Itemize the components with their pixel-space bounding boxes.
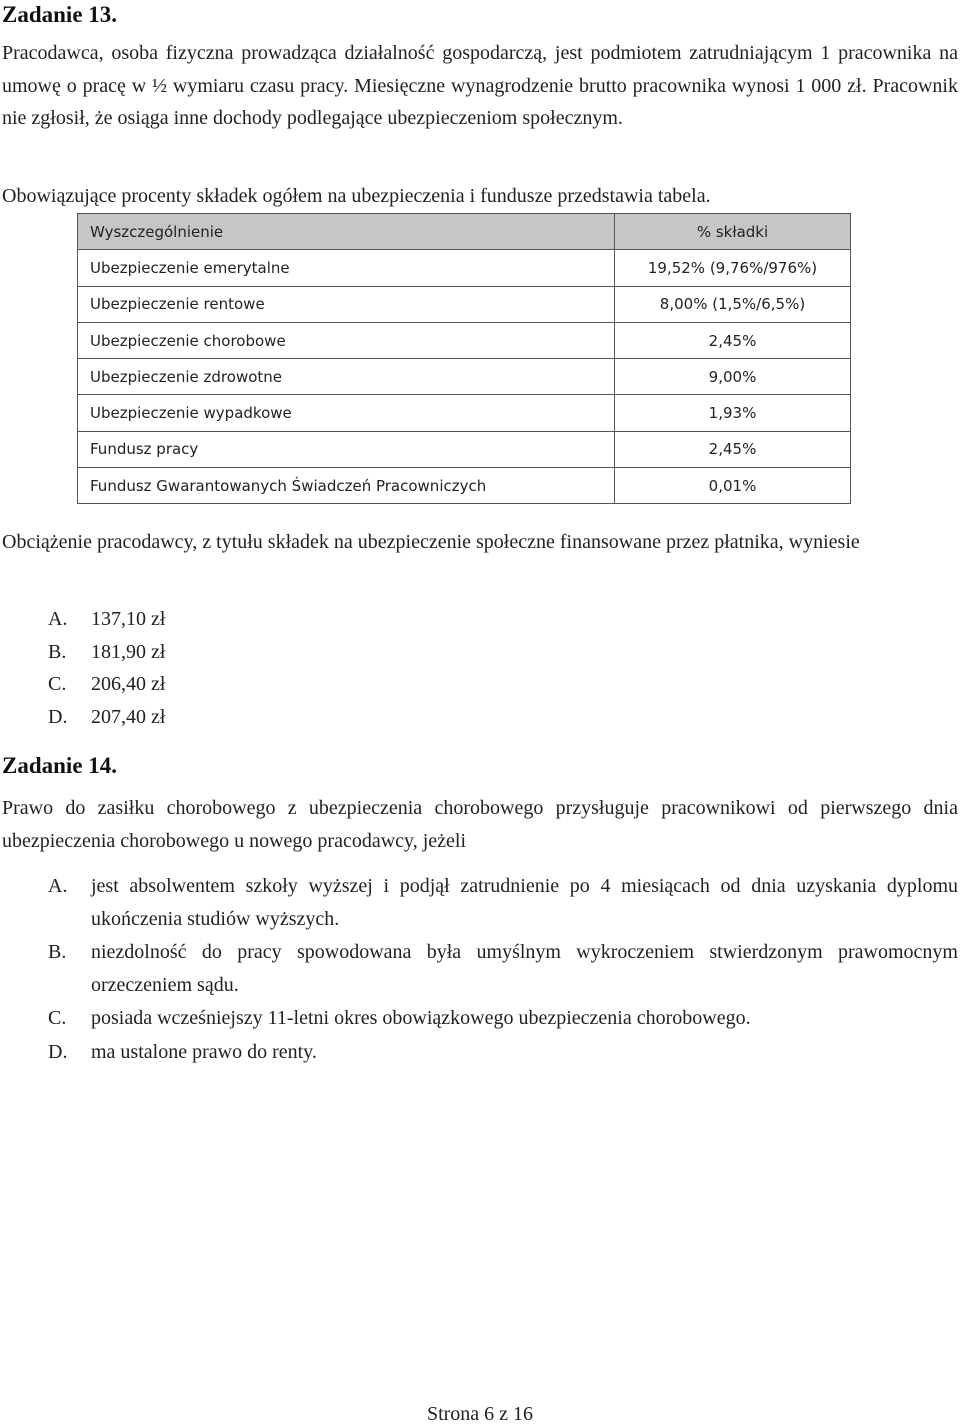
option-letter: C.: [48, 673, 67, 695]
row-value: 8,00% (1,5%/6,5%): [615, 286, 851, 322]
table-row: [78, 431, 851, 467]
answer-option-d[interactable]: [48, 1036, 958, 1069]
row-name: Fundusz Gwarantowanych Świadczeń Pracowniczych: [78, 468, 615, 504]
option-text: 137,10 zł: [91, 608, 166, 630]
header-percent: % składki: [615, 214, 851, 250]
row-name: Fundusz pracy: [78, 431, 615, 467]
row-value: 1,93%: [615, 395, 851, 431]
option-text: 206,40 zł: [91, 673, 166, 695]
option-text: niezdolność do pracy spowodowana była umyślnym wykroczeniem stwierdzonym prawomocnym orzeczeniem sądu.: [91, 941, 958, 996]
table-row: [78, 468, 851, 504]
table-row: [78, 322, 851, 358]
row-value: 2,45%: [615, 431, 851, 467]
header-description: Wyszczególnienie: [78, 214, 615, 250]
table-header-row: [78, 214, 851, 250]
option-letter: B.: [48, 941, 67, 963]
answer-option-d[interactable]: [48, 701, 165, 734]
row-value: 19,52% (9,76%/976%): [615, 250, 851, 286]
answer-option-c[interactable]: [48, 668, 165, 701]
option-letter: A.: [48, 875, 68, 897]
row-value: 9,00%: [615, 359, 851, 395]
task13-title: Zadanie 13.: [2, 2, 118, 27]
option-text: ma ustalone prawo do renty.: [91, 1040, 317, 1063]
option-text: 207,40 zł: [91, 705, 166, 728]
task13-intro: Pracodawca, osoba fizyczna prowadząca działalność gospodarczą, jest podmiotem zatrudniającym 1 pracownika na umowę o pracę w ½ wymiaru czasu pracy. Miesięczne wynagrodzenie brutto pracownika wynosi 1 000 zł. Pracownik nie zgłosił, że osiąga inne dochody podlegające ubezpieczeniom społecznym.: [2, 42, 958, 129]
table-intro: Obowiązujące procenty składek ogółem na ubezpieczenia i fundusze przedstawia tabela.: [2, 185, 711, 207]
option-letter: D.: [48, 705, 68, 728]
option-letter: B.: [48, 640, 67, 663]
answer-option-a[interactable]: [48, 870, 958, 935]
task13-question: Obciążenie pracodawcy, z tytułu składek na ubezpieczenie społeczne finansowane przez płatnika, wyniesie: [2, 531, 860, 553]
row-value: 0,01%: [615, 468, 851, 504]
option-letter: A.: [48, 608, 68, 630]
answer-option-a[interactable]: [48, 603, 165, 636]
task14-options: [48, 870, 958, 1069]
option-letter: C.: [48, 1007, 67, 1029]
page-number: Strona 6 z 16: [426, 1403, 534, 1425]
row-name: Ubezpieczenie wypadkowe: [78, 395, 615, 431]
table-row: [78, 359, 851, 395]
table-row: [78, 250, 851, 286]
answer-option-b[interactable]: [48, 636, 165, 669]
answer-option-b[interactable]: [48, 936, 958, 1001]
contributions-table: [77, 213, 851, 504]
option-text: posiada wcześniejszy 11-letni okres obowiązkowego ubezpieczenia chorobowego.: [91, 1007, 751, 1029]
row-name: Ubezpieczenie rentowe: [78, 286, 615, 322]
row-value: 2,45%: [615, 322, 851, 358]
task14-question: Prawo do zasiłku chorobowego z ubezpieczenia chorobowego przysługuje pracownikowi od pierwszego dnia ubezpieczenia chorobowego u nowego pracodawcy, jeżeli: [2, 797, 958, 852]
task13-options: [48, 603, 165, 733]
table-row: [78, 286, 851, 322]
answer-option-c[interactable]: [48, 1002, 958, 1035]
option-letter: D.: [48, 1040, 68, 1063]
task14-title: Zadanie 14.: [2, 753, 118, 778]
option-text: jest absolwentem szkoły wyższej i podjął zatrudnienie po 4 miesiącach od dnia uzyskania dyplomu ukończenia studiów wyższych.: [91, 875, 958, 930]
table-row: [78, 395, 851, 431]
row-name: Ubezpieczenie emerytalne: [78, 250, 615, 286]
row-name: Ubezpieczenie zdrowotne: [78, 359, 615, 395]
option-text: 181,90 zł: [91, 640, 166, 663]
row-name: Ubezpieczenie chorobowe: [78, 322, 615, 358]
